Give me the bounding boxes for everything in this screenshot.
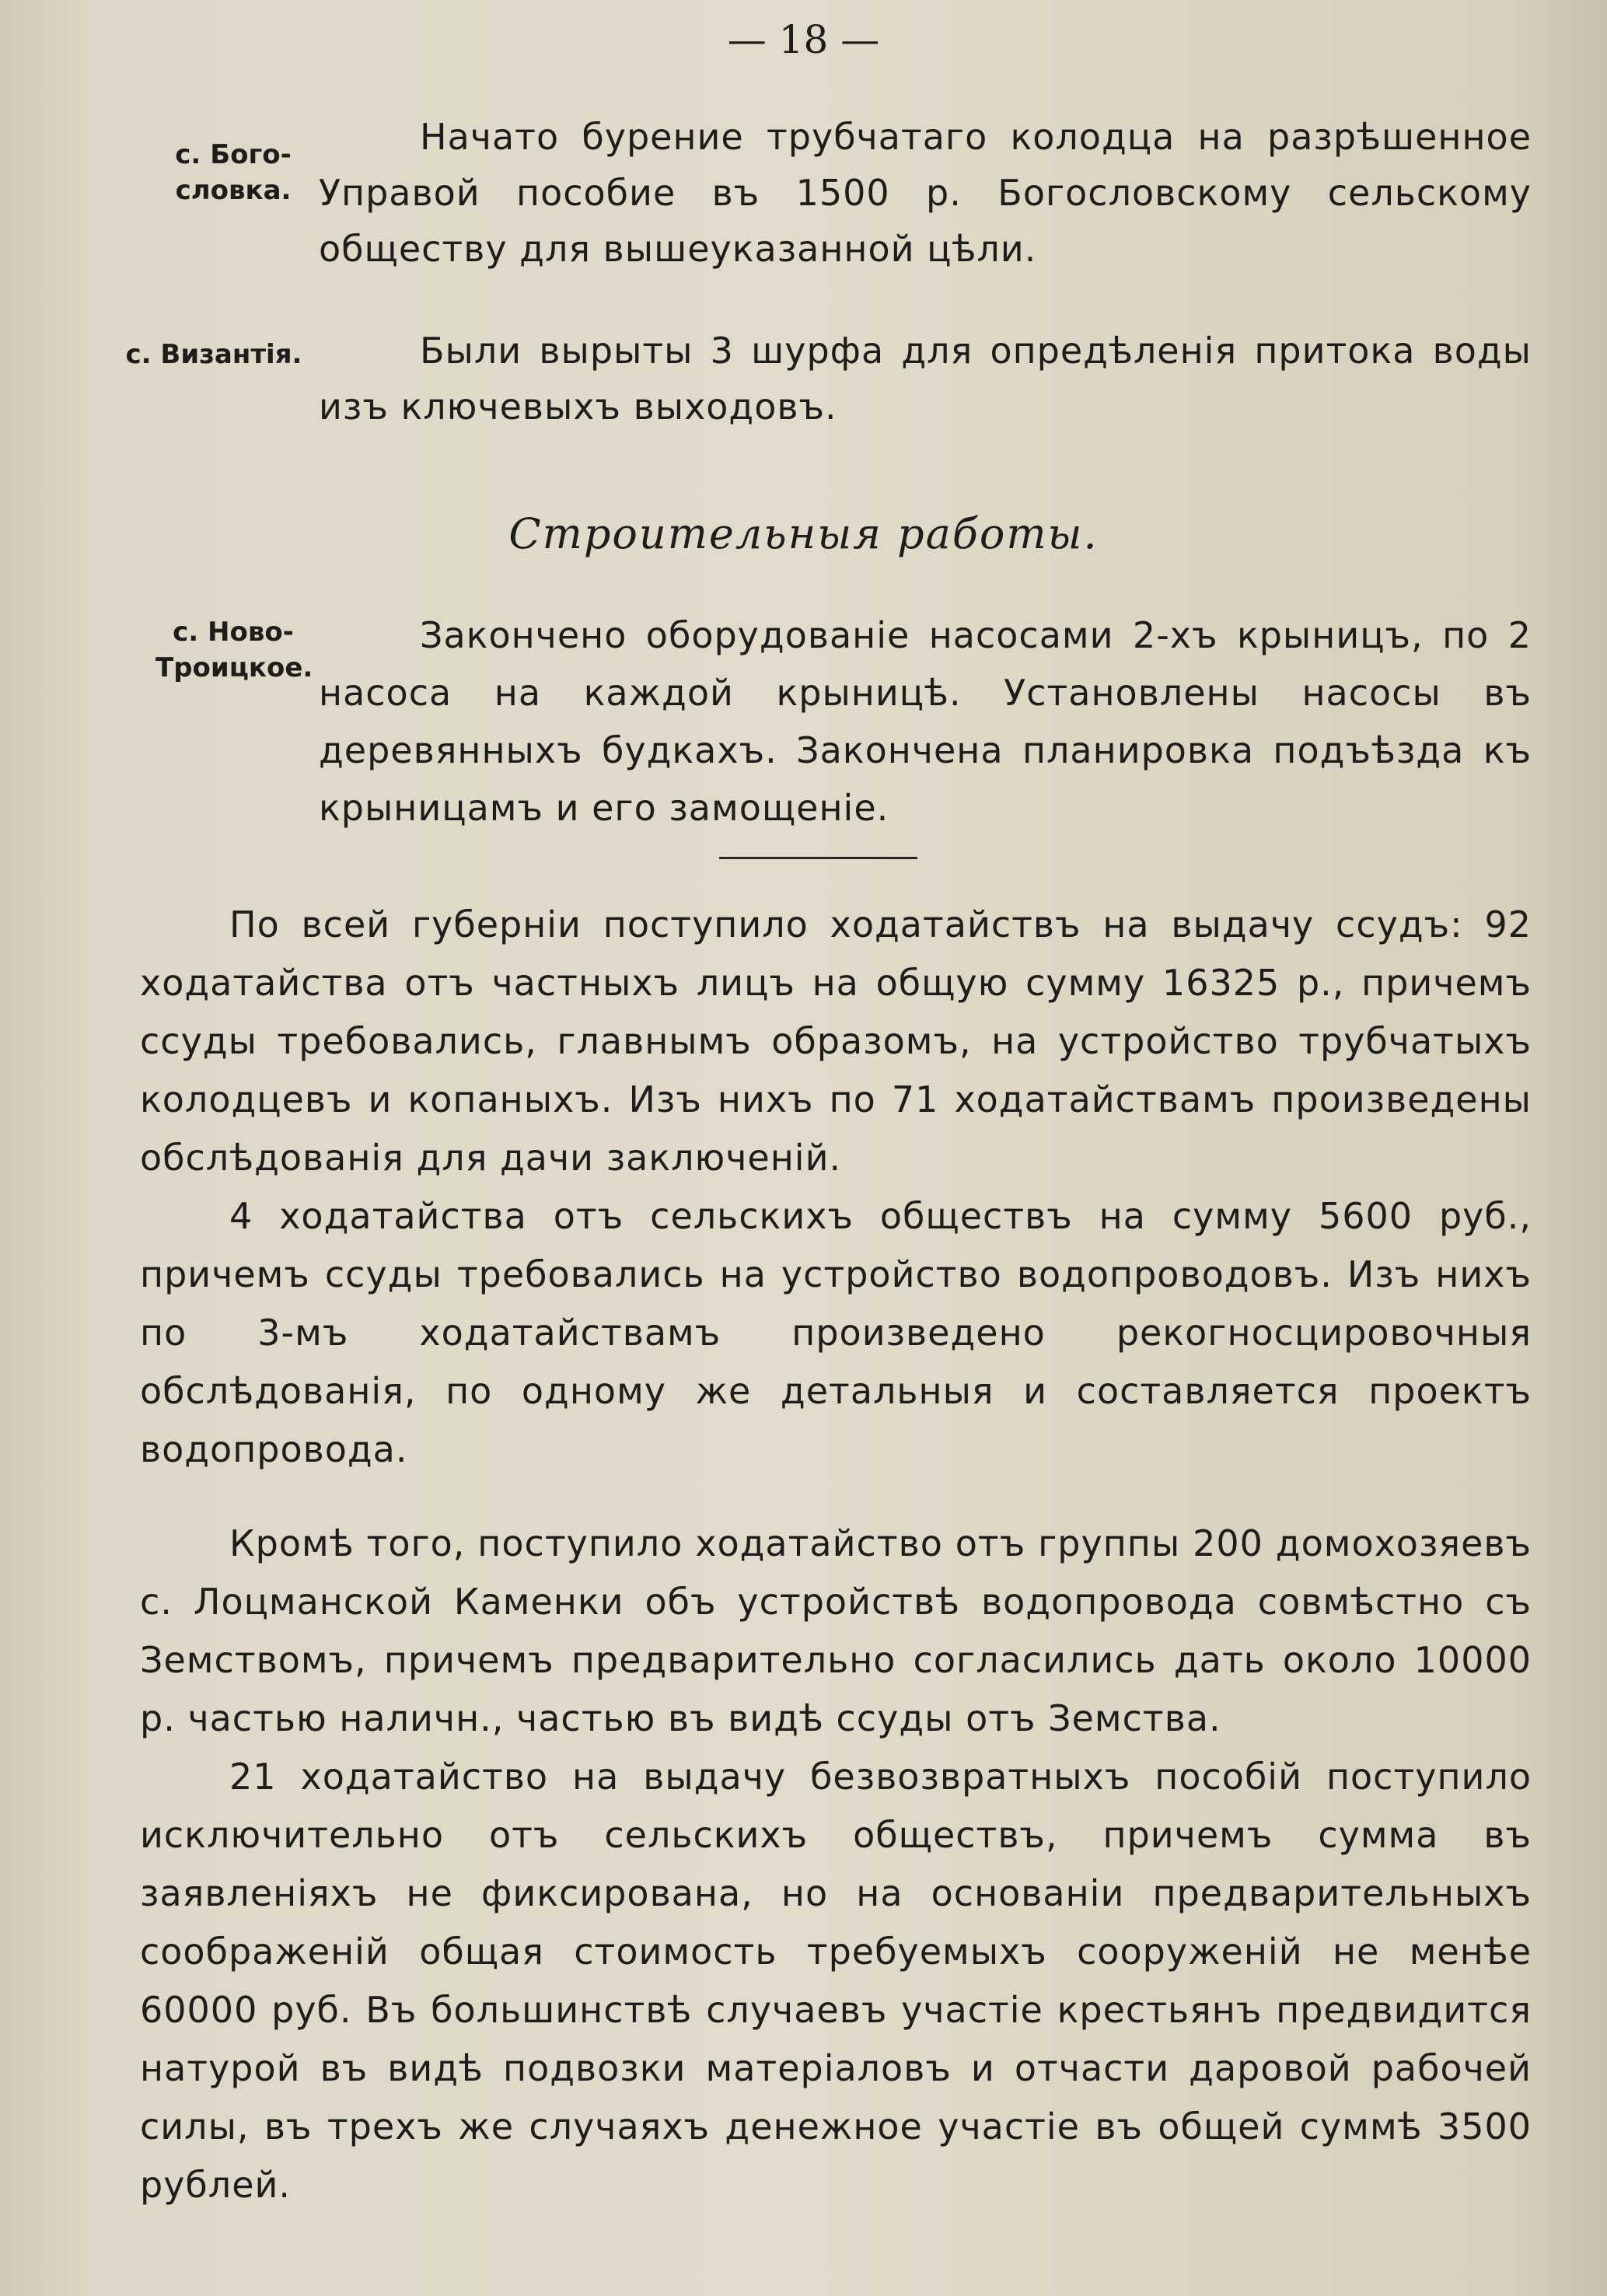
section-heading: Строительныя работы. (508, 509, 1099, 558)
margin-note: с. Бого- словка. (175, 139, 292, 206)
paragraph: 21 ходатайство на выдачу безвозвратныхъ пособій поступило исключительно отъ сельскихъ обществъ, причемъ сумма въ заявленіяхъ не фиксирована, но на основаніи предварительныхъ соображеній общая стоимость требуемыхъ сооруженій не менѣе 60000 руб. Въ большинствѣ случаевъ участіе крестьянъ предвидится натурой въ видѣ подвозки матеріаловъ и отчасти даровой рабочей силы, въ трехъ же случаяхъ денежное участіе въ общей суммѣ 3500 рублей. (140, 1756, 1532, 2206)
paragraph: 4 ходатайства отъ сельскихъ обществъ на сумму 5600 руб., причемъ ссуды требовались на устройство водопроводовъ. Изъ нихъ по 3-мъ ходатайствамъ произведено рекогносцировочныя обслѣдованія, по одному же детальныя и составляется проектъ водопровода. (140, 1195, 1532, 1470)
entry-text: Закончено оборудованіе насосами 2-хъ крыницъ, по 2 насоса на каждой крыницѣ. Установлены насосы въ деревянныхъ будкахъ. Закончена планировка подъѣзда къ крыницамъ и его замощеніе. (319, 614, 1532, 829)
paragraph: По всей губерніи поступило ходатайствъ на выдачу ссудъ: 92 ходатайства отъ частныхъ лицъ на общую сумму 16325 р., причемъ ссуды требовались, главнымъ образомъ, на устройство трубчатыхъ колодцевъ и копаныхъ. Изъ нихъ по 71 ходатайствамъ произведены обслѣдованія для дачи заключеній. (140, 903, 1532, 1179)
page-number: — 18 — (727, 17, 880, 62)
entry-text: Были вырыты 3 шурфа для опредѣленія притока воды изъ ключевыхъ выходовъ. (319, 330, 1532, 428)
entry-text: Начато бурение трубчатаго колодца на разрѣшенное Управой пособие въ 1500 р. Богословскому сельскому обществу для вышеуказанной цѣли. (319, 116, 1532, 270)
paragraph: Кромѣ того, поступило ходатайство отъ группы 200 домохозяевъ с. Лоцманской Каменки объ устройствѣ водопровода совмѣстно съ Земствомъ, причемъ предварительно согласились дать около 10000 р. частью наличн., частью въ видѣ ссуды отъ Земства. (140, 1522, 1532, 1739)
section-divider (719, 857, 917, 859)
margin-note: с. Византія. (125, 339, 302, 370)
margin-note: с. Ново- Троицкое. (155, 617, 313, 683)
